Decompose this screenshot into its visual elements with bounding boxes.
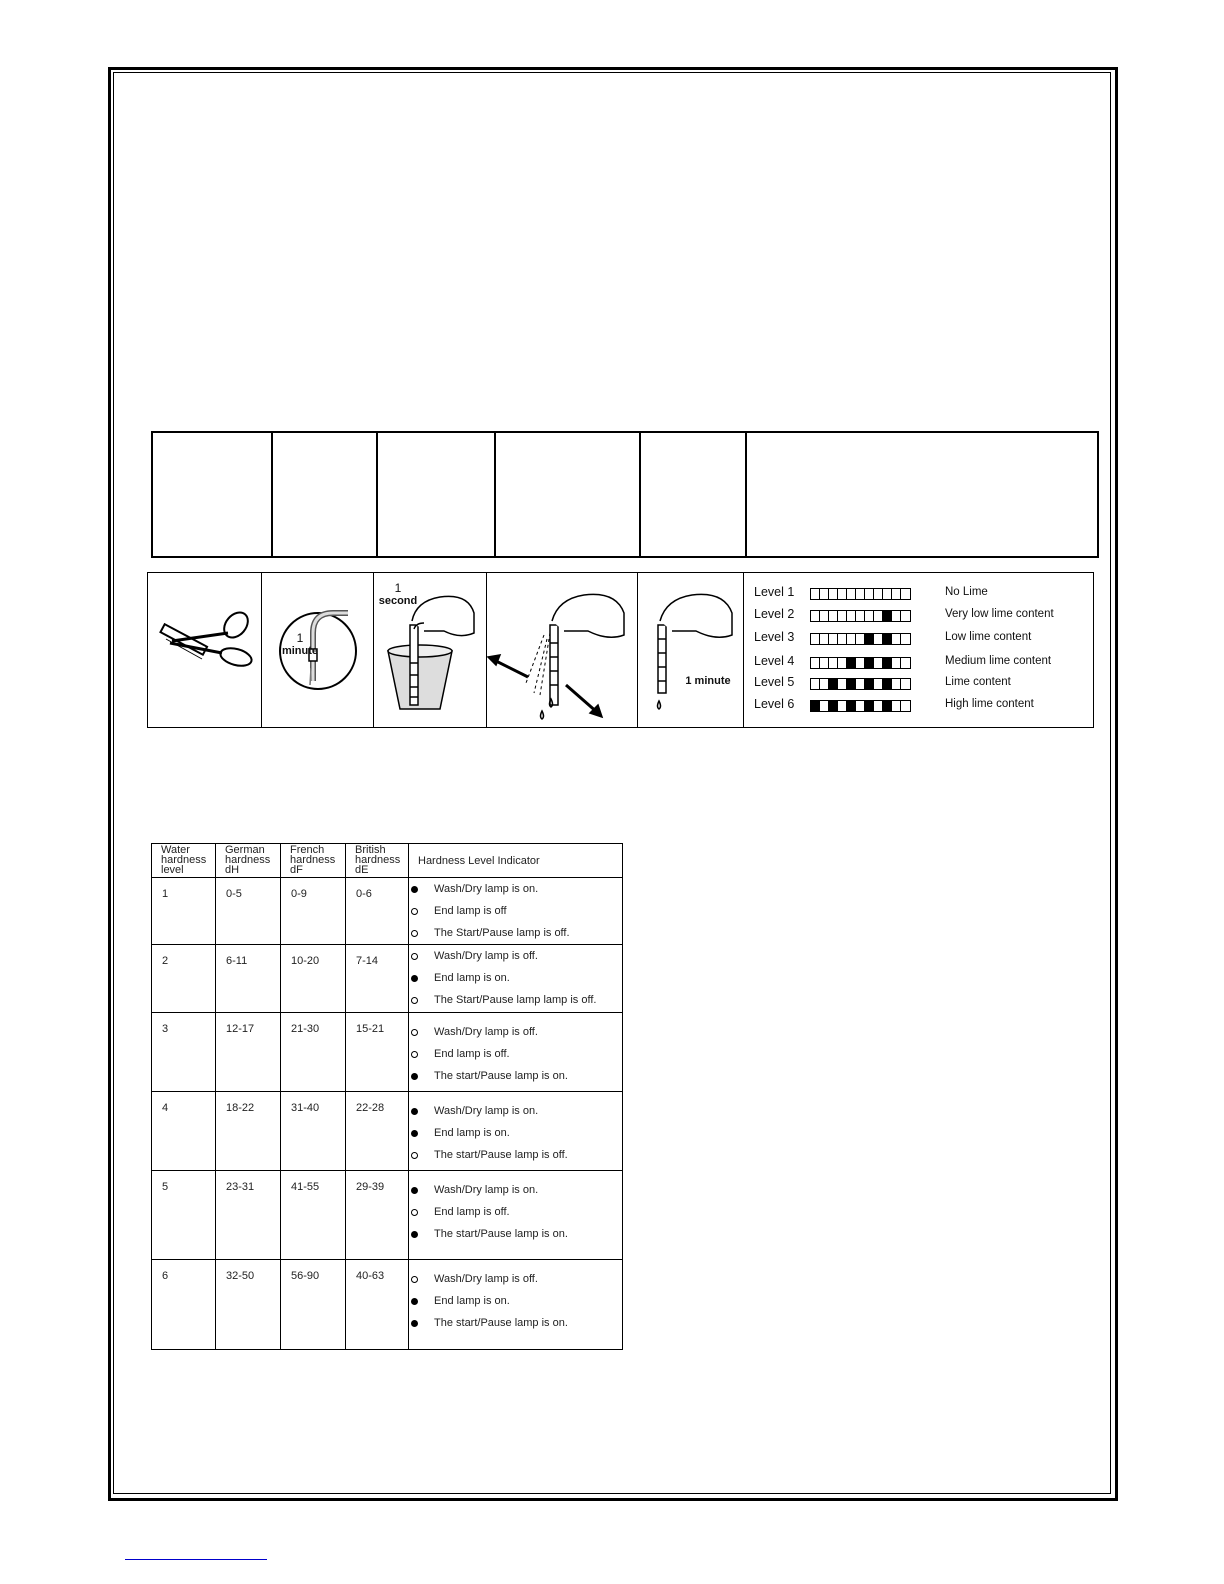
strip-segment [820,589,829,599]
table-body [152,878,623,1350]
lamp-off-icon [411,1029,418,1036]
strip-segment [883,589,892,599]
lamp-on-icon [411,1187,418,1194]
header-text: dE [355,864,369,876]
strip-segment [811,634,820,644]
strip-segment [838,589,847,599]
cell-dh: 0-5 [216,878,281,945]
strip-segment [838,634,847,644]
lamp-status [409,1290,622,1312]
cell-de: 7-14 [346,945,409,1013]
strip-segment [829,589,838,599]
strip-segment [874,701,883,711]
cell-indicator [409,1260,623,1350]
cell-level: 4 [152,1092,216,1171]
lamp-status-text: Wash/Dry lamp is off. [434,1026,538,1038]
strip-segment [820,679,829,689]
strip-segment [838,679,847,689]
lamp-status-text: End lamp is on. [434,972,510,984]
strip-segment [874,658,883,668]
step2-caption [280,631,320,657]
strip-segment [820,611,829,621]
strip-segment [892,658,901,668]
cell-indicator [409,1171,623,1260]
header-text: Water [161,844,190,856]
cell-level: 6 [152,1260,216,1350]
lamp-off-icon [411,953,418,960]
strip-segment [901,701,910,711]
level-color-strip [810,588,911,600]
header-french [281,844,346,878]
strip-segment [901,611,910,621]
table-row [152,1260,623,1350]
lamp-status-text: Wash/Dry lamp is off. [434,950,538,962]
table-row [152,1013,623,1092]
lamp-on-icon [411,1108,418,1115]
strip-segment [865,658,874,668]
lamp-status-text: The Start/Pause lamp is off. [434,927,570,939]
lamp-status-text: The start/Pause lamp is on. [434,1070,568,1082]
lamp-status [409,1021,622,1043]
lamp-status-text: The Start/Pause lamp lamp is off. [434,994,597,1006]
strip-segment [829,679,838,689]
strip-segment [874,679,883,689]
strip-segment [865,611,874,621]
strip-segment [892,701,901,711]
level-name: Level 3 [754,630,795,644]
header-text: level [161,864,184,876]
header-german [216,844,281,878]
strip-segment [865,634,874,644]
lamp-on-icon [411,1298,418,1305]
strip-segment [874,589,883,599]
lamp-status [409,945,622,967]
cell-indicator [409,1092,623,1171]
strip-segment [811,701,820,711]
level-description: Low lime content [945,631,1032,643]
strip-segment [874,634,883,644]
lamp-status-text: End lamp is off [434,905,507,917]
strip-segment [856,589,865,599]
cell-df: 41-55 [281,1171,346,1260]
lamp-status [409,900,622,922]
table-row [152,945,623,1013]
strip-segment [820,634,829,644]
empty-table-divider [745,433,747,556]
strip-segment [820,658,829,668]
lamp-status [409,878,622,900]
lamp-status-text: End lamp is off. [434,1048,510,1060]
cell-dh: 18-22 [216,1092,281,1171]
lamp-status [409,1312,622,1334]
header-level [152,844,216,878]
table-header-row [152,844,623,878]
lamp-status-text: End lamp is on. [434,1295,510,1307]
lamp-status [409,1065,622,1087]
lamp-status-text: Wash/Dry lamp is on. [434,1184,539,1196]
lamp-status-text: The start/Pause lamp is off. [434,1149,568,1161]
level-description: Lime content [945,676,1011,688]
level-name: Level 5 [754,675,795,689]
lamp-off-icon [411,908,418,915]
header-text: French [290,844,325,856]
strip-segment [811,611,820,621]
lamp-on-icon [411,975,418,982]
strip-segment [892,611,901,621]
level-description: No Lime [945,586,988,598]
strip-segment [892,679,901,689]
empty-instruction-table [151,431,1099,558]
level-color-strip [810,657,911,669]
table-row [152,878,623,945]
header-british [346,844,409,878]
lamp-status-text: Wash/Dry lamp is off. [434,1273,538,1285]
empty-table-divider [376,433,378,556]
cup-dip-icon [388,596,474,709]
lamp-status-text: Wash/Dry lamp is on. [434,883,539,895]
empty-table-divider [639,433,641,556]
strip-segment [847,634,856,644]
lamp-status [409,1179,622,1201]
strip-segment [811,589,820,599]
cell-dh: 32-50 [216,1260,281,1350]
level-name: Level 6 [754,697,795,711]
lamp-off-icon [411,997,418,1004]
empty-table-divider [271,433,273,556]
header-text: German [225,844,265,856]
lamp-on-icon [411,1320,418,1327]
strip-segment [901,679,910,689]
header-text: hardness [355,854,401,866]
footer-link-underline [125,1559,267,1560]
cell-level: 1 [152,878,216,945]
strip-segment [829,611,838,621]
strip-segment [829,634,838,644]
lamp-status [409,1144,622,1166]
table-row [152,1092,623,1171]
cell-dh: 12-17 [216,1013,281,1092]
strip-segment [892,589,901,599]
cell-df: 0-9 [281,878,346,945]
step3-unit: second [378,595,418,607]
level-description: Very low lime content [945,608,1054,620]
cell-df: 21-30 [281,1013,346,1092]
strip-segment [883,679,892,689]
lamp-on-icon [411,1231,418,1238]
level-name: Level 1 [754,585,795,599]
header-text: British [355,844,386,856]
lamp-off-icon [411,1152,418,1159]
cell-dh: 6-11 [216,945,281,1013]
lamp-off-icon [411,1276,418,1283]
strip-segment [838,658,847,668]
strip-segment [883,611,892,621]
header-text: hardness [290,854,336,866]
lamp-on-icon [411,1073,418,1080]
cell-dh: 23-31 [216,1171,281,1260]
lamp-off-icon [411,1051,418,1058]
step3-caption [376,581,420,607]
strip-segment [847,658,856,668]
level-color-strip [810,610,911,622]
lamp-status [409,989,622,1011]
strip-segment [901,658,910,668]
strip-segment [865,701,874,711]
level-description: Medium lime content [945,655,1052,667]
scissors-icon [160,608,253,669]
strip-segment [865,679,874,689]
strip-segment [829,701,838,711]
table-row [152,1171,623,1260]
step3-number: 1 [394,581,402,595]
strip-segment [892,634,901,644]
strip-segment [865,589,874,599]
strip-segment [883,658,892,668]
header-text: hardness [161,854,207,866]
header-indicator: Hardness Level Indicator [409,844,623,878]
cell-de: 0-6 [346,878,409,945]
level-description: High lime content [945,698,1034,710]
strip-segment [856,679,865,689]
strip-segment [883,634,892,644]
strip-segment [811,658,820,668]
step2-number: 1 [296,631,304,645]
strip-segment [838,611,847,621]
lamp-on-icon [411,886,418,893]
cell-df: 31-40 [281,1092,346,1171]
header-text: dF [290,864,303,876]
strip-segment [883,701,892,711]
level-name: Level 4 [754,654,795,668]
strip-segment [847,611,856,621]
cell-de: 40-63 [346,1260,409,1350]
strip-segment [847,589,856,599]
lamp-status [409,1201,622,1223]
lamp-status [409,967,622,989]
cell-df: 56-90 [281,1260,346,1350]
level-color-strip [810,633,911,645]
strip-segment [856,701,865,711]
strip-segment [820,701,829,711]
strip-segment [856,634,865,644]
lamp-on-icon [411,1130,418,1137]
strip-segment [811,679,820,689]
water-hardness-table [151,843,623,1350]
strip-segment [856,658,865,668]
step5-caption: 1 minute [685,675,731,687]
level-name: Level 2 [754,607,795,621]
level-color-strip [810,678,911,690]
strip-segment [901,589,910,599]
lamp-status-text: The start/Pause lamp is on. [434,1317,568,1329]
cell-level: 5 [152,1171,216,1260]
lamp-status [409,1268,622,1290]
cell-de: 22-28 [346,1092,409,1171]
wait-strip-icon [658,594,733,709]
cell-de: 29-39 [346,1171,409,1260]
strip-segment [829,658,838,668]
cell-indicator [409,878,623,945]
strip-segment [847,701,856,711]
cell-indicator [409,945,623,1013]
lamp-status [409,1223,622,1245]
lamp-off-icon [411,930,418,937]
cell-level: 2 [152,945,216,1013]
cell-indicator [409,1013,623,1092]
lamp-status-text: Wash/Dry lamp is on. [434,1105,539,1117]
shake-strip-icon [488,594,624,719]
lamp-off-icon [411,1209,418,1216]
lamp-status [409,922,622,944]
strip-segment [847,679,856,689]
lamp-status-text: End lamp is on. [434,1127,510,1139]
strip-segment [856,611,865,621]
lamp-status [409,1043,622,1065]
lamp-status [409,1122,622,1144]
cell-df: 10-20 [281,945,346,1013]
strip-segment [874,611,883,621]
header-text: hardness [225,854,271,866]
lamp-status-text: End lamp is off. [434,1206,510,1218]
empty-table-divider [494,433,496,556]
header-text: dH [225,864,240,876]
lamp-status [409,1100,622,1122]
cell-level: 3 [152,1013,216,1092]
lamp-status-text: The start/Pause lamp is on. [434,1228,568,1240]
level-color-strip [810,700,911,712]
strip-segment [838,701,847,711]
strip-segment [901,634,910,644]
cell-de: 15-21 [346,1013,409,1092]
step2-unit: minute [281,645,319,657]
